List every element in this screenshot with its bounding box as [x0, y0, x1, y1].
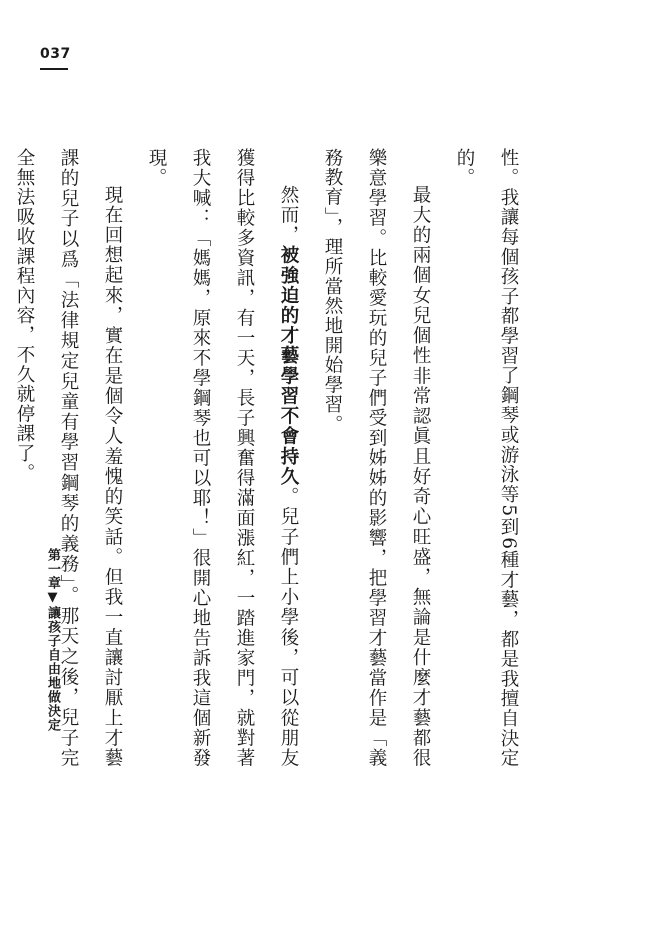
text-run: 。兒子們上小學後，可以從朋友獲得比較多資訊，有一天，長子興奮得滿面漲紅，一踏進家門，就對著我大喊：「媽媽，原來不學鋼琴也可以耶！」很開心地告訴我這個新發現。	[146, 148, 299, 768]
page-number-rule	[40, 68, 68, 70]
emphasized-text: 被強迫的才藝學習不會持久	[278, 245, 299, 487]
paragraph	[310, 148, 442, 768]
paragraph	[442, 148, 530, 768]
paragraph	[0, 148, 2, 768]
text-run: 性。我讓每個孩子都學習了鋼琴或游泳等5到6種才藝，都是我擅自決定的。	[454, 148, 519, 768]
paragraph	[2, 148, 134, 768]
paragraph	[134, 148, 310, 768]
page-number: 037	[40, 46, 71, 62]
chapter-running-head: 第一章▼讓孩子自由地做決定	[45, 548, 60, 732]
text-run: 最大的兩個女兒個性非常認眞且好奇心旺盛，無論是什麼才藝都很樂意學習。比較愛玩的兒子們受到姊姊的影響，把學習才藝當作是「義務教育」，理所當然地開始學習。	[322, 148, 431, 768]
text-run: 現在回想起來，實在是個令人羞愧的笑話。但我一直讓討厭上才藝課的兒子以爲「法律規定兒童有學習鋼琴的義務」。那天之後，兒子完全無法吸收課程內容，不久就停課了。	[14, 148, 123, 768]
text-run: 然而，	[278, 185, 299, 246]
